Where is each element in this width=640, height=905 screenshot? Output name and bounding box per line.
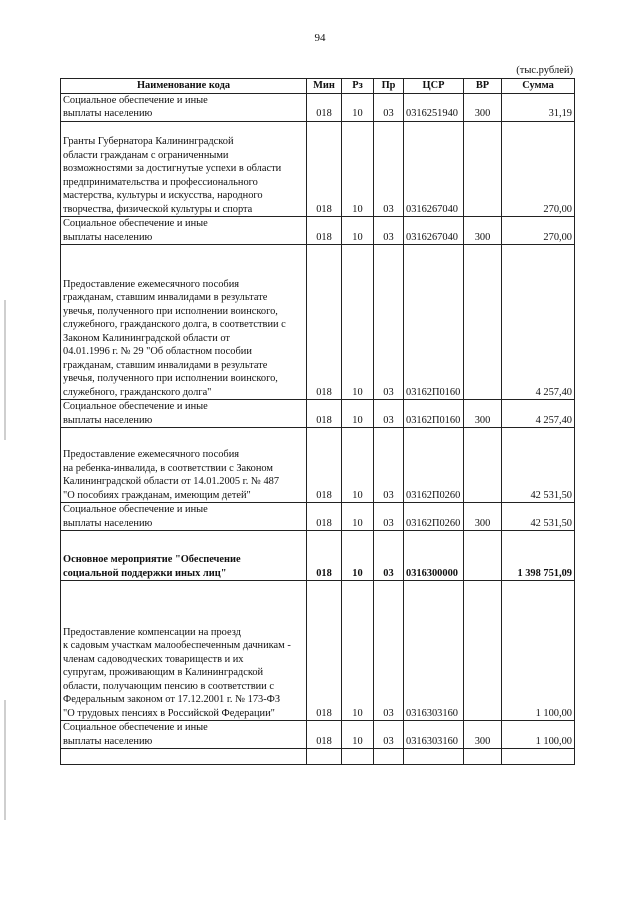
header-name: Наименование кода	[61, 79, 307, 94]
cell-sum: 1 100,00	[502, 721, 575, 749]
header-sum: Сумма	[502, 79, 575, 94]
cell-vr	[464, 531, 502, 581]
cell-pr: 03	[374, 721, 404, 749]
cell-sum: 4 257,40	[502, 245, 575, 400]
cell-sum: 31,19	[502, 93, 575, 121]
cell-csr: 0316267040	[404, 217, 464, 245]
cell-min: 018	[307, 428, 342, 503]
table-row	[61, 531, 575, 581]
cell-min	[307, 749, 342, 765]
table-row	[61, 721, 575, 749]
cell-pr: 03	[374, 581, 404, 721]
row-name-text: Социальное обеспечение и иные выплаты населению	[63, 401, 208, 426]
cell-csr: 03162П0160	[404, 400, 464, 428]
cell-csr: 0316251940	[404, 93, 464, 121]
cell-min: 018	[307, 721, 342, 749]
cell-rz: 10	[342, 531, 374, 581]
cell-name	[61, 245, 307, 400]
row-name-text: Социальное обеспечение и иные выплаты населению	[63, 504, 208, 529]
cell-sum: 270,00	[502, 121, 575, 217]
cell-csr: 0316267040	[404, 121, 464, 217]
cell-min: 018	[307, 503, 342, 531]
cell-vr: 300	[464, 503, 502, 531]
cell-name	[61, 721, 307, 749]
cell-vr: 300	[464, 93, 502, 121]
cell-name	[61, 93, 307, 121]
cell-csr: 0316300000	[404, 531, 464, 581]
cell-name	[61, 217, 307, 245]
header-rz: Рз	[342, 79, 374, 94]
cell-name	[61, 531, 307, 581]
cell-min: 018	[307, 93, 342, 121]
header-min: Мин	[307, 79, 342, 94]
cell-rz	[342, 749, 374, 765]
cell-pr: 03	[374, 400, 404, 428]
cell-vr: 300	[464, 400, 502, 428]
row-name-text: Основное мероприятие "Обеспечение социальной поддержки иных лиц"	[63, 554, 241, 579]
table-body	[61, 93, 575, 765]
cell-rz: 10	[342, 217, 374, 245]
row-name-text: Предоставление ежемесячного пособия гражданам, ставшим инвалидами в результате увечья, полученного при исполнении воинского, служебного, гражданского долга, в соответствии с Законом Калининградской области от 04.01.1996 г. № 29 "Об областном пособии гражданам, ставшим инвалидами в результате увечья, полученного при исполнении воинского, служебного, гражданского долга"	[63, 278, 286, 398]
cell-rz: 10	[342, 721, 374, 749]
cell-sum: 42 531,50	[502, 503, 575, 531]
cell-vr: 300	[464, 721, 502, 749]
table-row	[61, 503, 575, 531]
cell-vr	[464, 428, 502, 503]
cell-rz: 10	[342, 581, 374, 721]
cell-rz: 10	[342, 121, 374, 217]
cell-rz: 10	[342, 428, 374, 503]
cell-pr: 03	[374, 217, 404, 245]
header-csr: ЦСР	[404, 79, 464, 94]
cell-name	[61, 428, 307, 503]
budget-table	[60, 78, 575, 765]
cell-sum	[502, 749, 575, 765]
row-name-text: Социальное обеспечение и иные выплаты населению	[63, 722, 208, 747]
cell-rz: 10	[342, 245, 374, 400]
table-row	[61, 749, 575, 765]
row-name-text: Социальное обеспечение и иные выплаты населению	[63, 94, 208, 119]
cell-pr: 03	[374, 245, 404, 400]
header-vr: ВР	[464, 79, 502, 94]
cell-vr	[464, 749, 502, 765]
cell-csr: 03162П0160	[404, 245, 464, 400]
cell-rz: 10	[342, 93, 374, 121]
cell-name	[61, 749, 307, 765]
cell-vr	[464, 581, 502, 721]
cell-pr	[374, 749, 404, 765]
cell-name	[61, 121, 307, 217]
cell-sum: 42 531,50	[502, 428, 575, 503]
cell-min: 018	[307, 121, 342, 217]
cell-csr: 03162П0260	[404, 428, 464, 503]
cell-pr: 03	[374, 121, 404, 217]
table-header-row	[61, 79, 575, 94]
row-name-text: Социальное обеспечение и иные выплаты населению	[63, 218, 208, 243]
table-row	[61, 217, 575, 245]
cell-name	[61, 581, 307, 721]
scan-edge-mark	[4, 300, 6, 440]
cell-sum: 1 100,00	[502, 581, 575, 721]
cell-vr	[464, 121, 502, 217]
cell-sum: 1 398 751,09	[502, 531, 575, 581]
table-row	[61, 121, 575, 217]
row-name-text: Предоставление компенсации на проезд к садовым участкам малообеспеченным дачникам - членам садоводческих товариществ и их супругам, проживающим в Калининградской области, получающим пенсию в соответствии с Федеральным законом от 17.12.2001 г. № 173-ФЗ "О трудовых пенсиях в Российской Федерации"	[63, 626, 291, 719]
cell-min: 018	[307, 581, 342, 721]
cell-csr: 03162П0260	[404, 503, 464, 531]
units-label: (тыс.рублей)	[516, 65, 573, 76]
cell-rz: 10	[342, 503, 374, 531]
cell-vr	[464, 245, 502, 400]
table-row	[61, 428, 575, 503]
scan-edge-mark	[4, 700, 6, 820]
cell-csr: 0316303160	[404, 721, 464, 749]
cell-pr: 03	[374, 93, 404, 121]
table-row	[61, 245, 575, 400]
cell-min: 018	[307, 245, 342, 400]
cell-sum: 270,00	[502, 217, 575, 245]
header-pr: Пр	[374, 79, 404, 94]
cell-min: 018	[307, 400, 342, 428]
cell-csr	[404, 749, 464, 765]
page-number: 94	[314, 32, 326, 44]
cell-rz: 10	[342, 400, 374, 428]
cell-pr: 03	[374, 503, 404, 531]
cell-min: 018	[307, 217, 342, 245]
table-row	[61, 400, 575, 428]
row-name-text: Гранты Губернатора Калининградской области гражданам с ограниченными возможностями за достигнутые успехи в области предпринимательства и профессионального мастерства, культуры и искусства, народного творчества, физической культуры и спорта	[63, 136, 282, 215]
table-row	[61, 93, 575, 121]
row-name-text: Предоставление ежемесячного пособия на ребенка-инвалида, в соответствии с Законом Калининградской области от 14.01.2005 г. № 487 "О пособиях гражданам, имеющим детей"	[63, 449, 280, 501]
cell-pr: 03	[374, 428, 404, 503]
cell-vr: 300	[464, 217, 502, 245]
cell-pr: 03	[374, 531, 404, 581]
cell-csr: 0316303160	[404, 581, 464, 721]
table-row	[61, 581, 575, 721]
cell-sum: 4 257,40	[502, 400, 575, 428]
cell-name	[61, 503, 307, 531]
cell-name	[61, 400, 307, 428]
cell-min: 018	[307, 531, 342, 581]
